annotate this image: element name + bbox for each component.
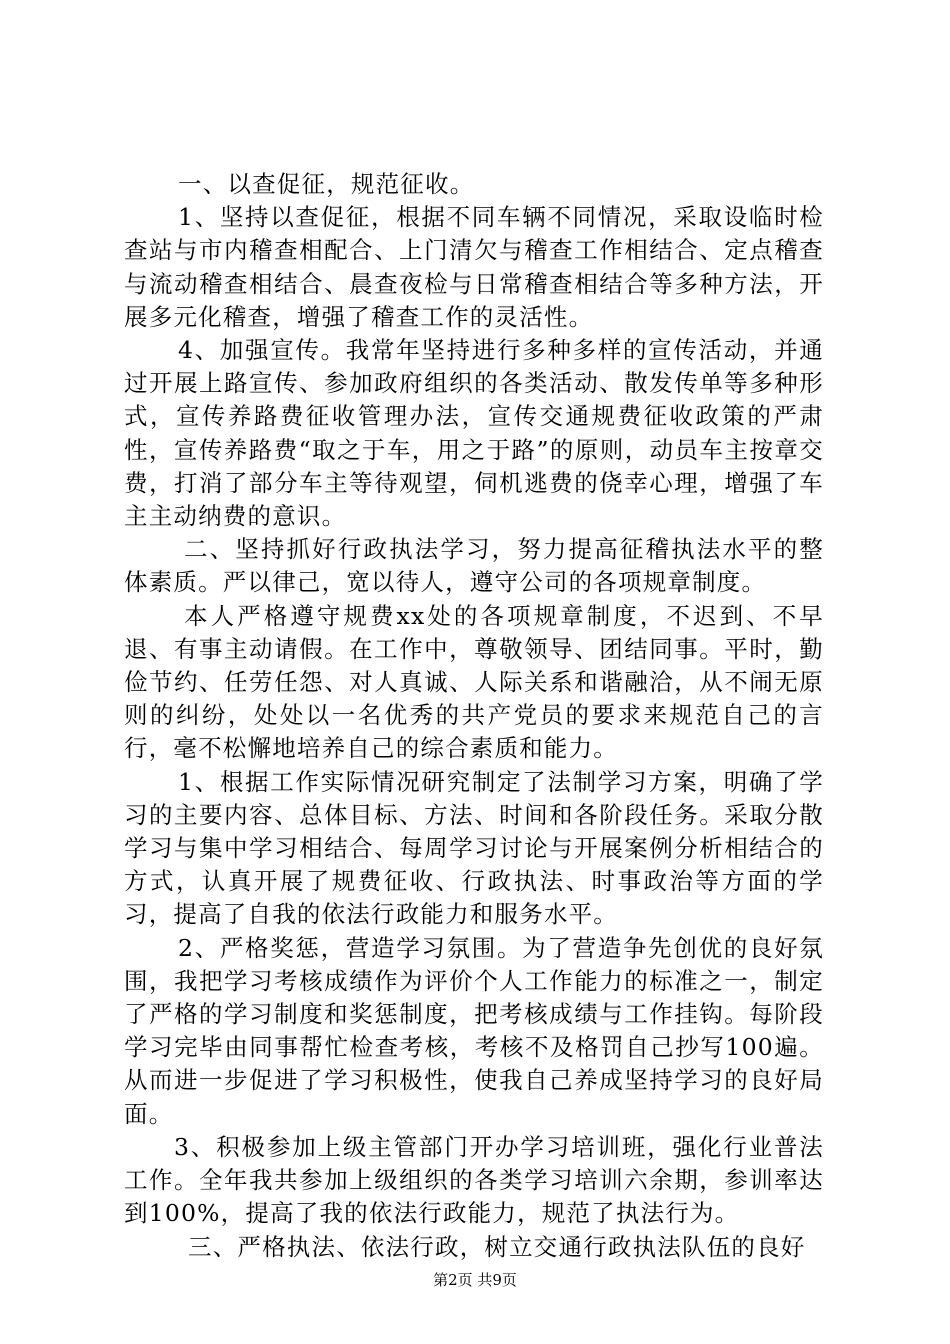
document-body bbox=[124, 168, 824, 1264]
paragraph: 本人严格遵守规费xx处的各项规章制度，不迟到、不早退、有事主动请假。在工作中，尊敬领导、团结同事。平时，勤俭节约、任劳任怨、对人真诚、人际关系和谐融洽，从不闹无原则的纠纷，处处以一名优秀的共产党员的要求来规范自己的言行，毫不松懈地培养自己的综合素质和能力。 bbox=[124, 601, 824, 763]
paragraph: 1、根据工作实际情况研究制定了法制学习方案，明确了学习的主要内容、总体目标、方法、时间和各阶段任务。采取分散学习与集中学习相结合、每周学习讨论与开展案例分析相结合的方式，认真开展了规费征收、行政执法、时事政治等方面的学习，提高了自我的依法行政能力和服务水平。 bbox=[124, 767, 824, 929]
paragraph: 2、严格奖惩，营造学习氛围。为了营造争先创优的良好氛围，我把学习考核成绩作为评价个人工作能力的标准之一，制定了严格的学习制度和奖惩制度，把考核成绩与工作挂钩。每阶段学习完毕由同事帮忙检查考核，考核不及格罚自己抄写100遍。从而进一步促进了学习积极性，使我自己养成坚持学习的良好局面。 bbox=[124, 933, 824, 1128]
paragraph: 1、坚持以查促征，根据不同车辆不同情况，采取设临时检查站与市内稽查相配合、上门清欠与稽查工作相结合、定点稽查与流动稽查相结合、晨查夜检与日常稽查相结合等多种方法，开展多元化稽查，增强了稽查工作的灵活性。 bbox=[124, 203, 824, 331]
page-footer: 第2页 共9页 bbox=[433, 1271, 517, 1289]
heading-section-2: 二、坚持抓好行政执法学习，努力提高征稽执法水平的整体素质。严以律己，宽以待人，遵守公司的各项规章制度。 bbox=[124, 535, 824, 597]
heading-section-1: 一、以查促征，规范征收。 bbox=[178, 170, 475, 198]
paragraph: 4、加强宣传。我常年坚持进行多种多样的宣传活动，并通过开展上路宣传、参加政府组织的各类活动、散发传单等多种形式，宣传养路费征收管理办法，宣传交通规费征收政策的严肃性，宣传养路费“取之于车，用之于路”的原则，动员车主按章交费，打消了部分车主等待观望，伺机逃费的侥幸心理，增强了车主主动纳费的意识。 bbox=[124, 336, 824, 531]
heading-section-3: 三、严格执法、依法行政，树立交通行政执法队伍的良好 bbox=[188, 1232, 806, 1261]
paragraph: 3、积极参加上级主管部门开办学习培训班，强化行业普法工作。全年我共参加上级组织的各类学习培训六余期，参训率达到100%，提高了我的依法行政能力，规范了执法行为。 bbox=[124, 1132, 824, 1228]
